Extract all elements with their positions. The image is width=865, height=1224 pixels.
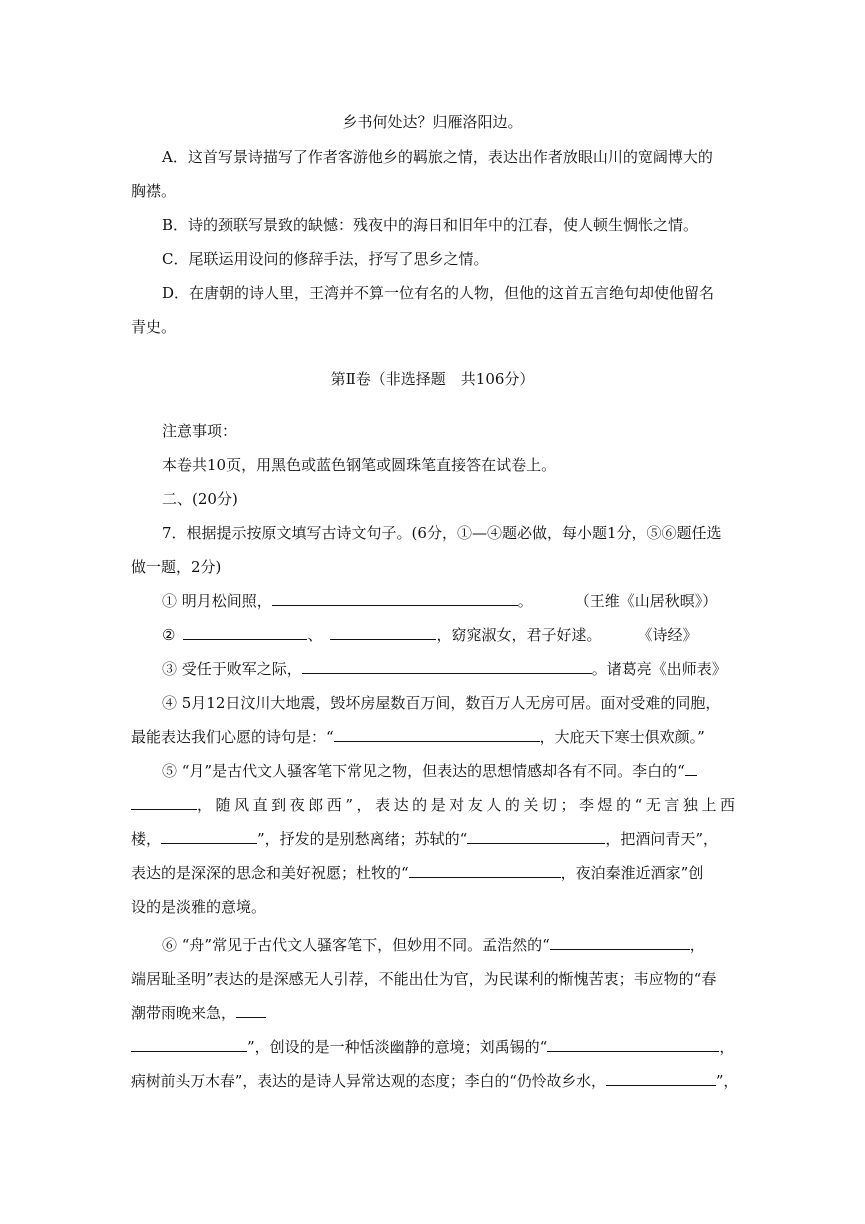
poem-last-line: 乡书何处达？归雁洛阳边。 (342, 113, 523, 131)
option-b: B．诗的颈联写景致的缺憾：残夜中的海日和旧年中的江春，使人顿生惆怅之情。 (162, 216, 699, 234)
q7-item1 (162, 590, 737, 612)
q7-item6-line5 (131, 1070, 737, 1093)
item6-text-h: ”， (715, 1073, 739, 1090)
q7-item4-line1: ④ 5月12日汶川大地震，毁坏房屋数百万间，数百万人无房可居。面对受难的同胞， (162, 694, 721, 712)
item2-separator: 、 (307, 626, 323, 644)
item5-text-e: ，把酒问青天”， (605, 830, 719, 848)
answer-blank-2a[interactable] (183, 624, 307, 640)
notes-heading: 注意事项： (162, 422, 238, 440)
answer-blank-6d[interactable] (606, 1070, 716, 1086)
q7-item6-line2: 端居耻圣明”表达的是深感无人引荐，不能出仕为官，为民谋利的惭愧苦衷；韦应物的“春 (131, 970, 717, 988)
option-a-line1: A．这首写景诗描写了作者客游他乡的羁旅之情，表达出作者放眼山川的宽阔博大的 (162, 148, 713, 166)
item3-text-b: 。诸葛亮《出师表》 (591, 660, 727, 678)
answer-blank-3[interactable] (302, 658, 592, 674)
item6-text-b: ， (689, 936, 705, 954)
answer-blank-6b-end[interactable] (131, 1036, 247, 1052)
answer-blank-1[interactable] (272, 590, 518, 606)
q7-item5-line5: 设的是淡雅的意境。 (131, 898, 267, 916)
item1-source: （王维《山居秋暝》） (574, 592, 718, 610)
notes-body: 本卷共10页，用黑色或蓝色钢笔或圆珠笔直接答在试卷上。 (162, 456, 557, 474)
q7-item5-line1 (162, 760, 737, 782)
item2-source: 《诗经》 (637, 626, 698, 644)
q7-item5-line2 (131, 794, 737, 816)
answer-blank-6b-start[interactable] (236, 1002, 266, 1018)
item5-text-a: ⑤ “月”是古代文人骚客笔下常见之物，但表达的思想情感却各有不同。李白的“ (162, 762, 685, 780)
q7-stem-line1: 7．根据提示按原文填写古诗文句子。(6分，①—④题必做，每小题1分，⑤⑥题任选 (162, 524, 722, 542)
option-d-line1: D．在唐朝的诗人里，王湾并不算一位有名的人物，但他的这首五言绝句却使他留名 (162, 284, 715, 302)
q7-item5-line4 (131, 862, 737, 884)
answer-blank-5c[interactable] (467, 828, 605, 844)
item2-text: ，窈窕淑女，君子好逑。 (436, 626, 602, 644)
item4-text-b: ，大庇天下寒士俱欢颜。” (539, 728, 705, 746)
item2-marker: ② (162, 626, 176, 644)
q7-stem-line2: 做一题，2分) (131, 558, 222, 576)
item4-text-a: 最能表达我们心愿的诗句是：“ (131, 728, 334, 746)
item3-text-a: ③ 受任于败军之际， (162, 660, 302, 678)
item5-text-f: 表达的是深深的思念和美好祝愿；杜牧的“ (131, 864, 409, 882)
item6-text-g: 病树前头万木春”，表达的是诗人异常达观的态度；李白的“仍怜故乡水， (131, 1073, 606, 1090)
q7-item4-line2 (131, 726, 737, 748)
q7-item2 (162, 624, 737, 646)
item5-text-d: ”，抒发的是别愁离绪；苏轼的“ (257, 830, 468, 848)
q7-item6-line3 (131, 1002, 737, 1024)
item6-text-e: ”，创设的是一种恬淡幽静的意境；刘禹锡的“ (247, 1038, 548, 1056)
option-a-line2: 胸襟。 (131, 182, 177, 200)
part-two-heading: 二、(20分) (162, 490, 238, 508)
answer-blank-5b[interactable] (161, 828, 257, 844)
item5-text-c: 楼， (131, 830, 162, 848)
answer-blank-5d[interactable] (409, 862, 561, 878)
answer-blank-6a[interactable] (550, 934, 690, 950)
option-d-line2: 青史。 (131, 318, 177, 336)
answer-blank-5a-start[interactable] (685, 760, 697, 776)
q7-item6-line4 (131, 1036, 737, 1058)
section-title: 第Ⅱ卷（非选择题 共106分） (330, 370, 535, 388)
answer-blank-6c[interactable] (547, 1036, 719, 1052)
q7-item3 (162, 658, 737, 680)
answer-blank-2b[interactable] (330, 624, 436, 640)
item5-text-g: ，夜泊秦淮近酒家”创 (560, 864, 704, 882)
answer-blank-4[interactable] (334, 726, 540, 742)
item6-text-a: ⑥ “舟”常见于古代文人骚客笔下，但妙用不同。孟浩然的“ (162, 936, 550, 954)
item5-text-b: ，随风直到夜郎西”，表达的是对友人的关切；李煜的“无言独上西 (197, 796, 735, 814)
item6-text-d: 潮带雨晚来急， (131, 1004, 237, 1022)
answer-blank-5a-end[interactable] (131, 794, 197, 810)
item6-text-f: ， (719, 1038, 735, 1056)
item1-text-b: 。 (517, 592, 533, 610)
item1-text-a: ① 明月松间照， (162, 592, 272, 610)
q7-item5-line3 (131, 828, 737, 850)
option-c: C．尾联运用设问的修辞手法，抒写了思乡之情。 (162, 250, 489, 268)
q7-item6-line1 (162, 934, 737, 956)
